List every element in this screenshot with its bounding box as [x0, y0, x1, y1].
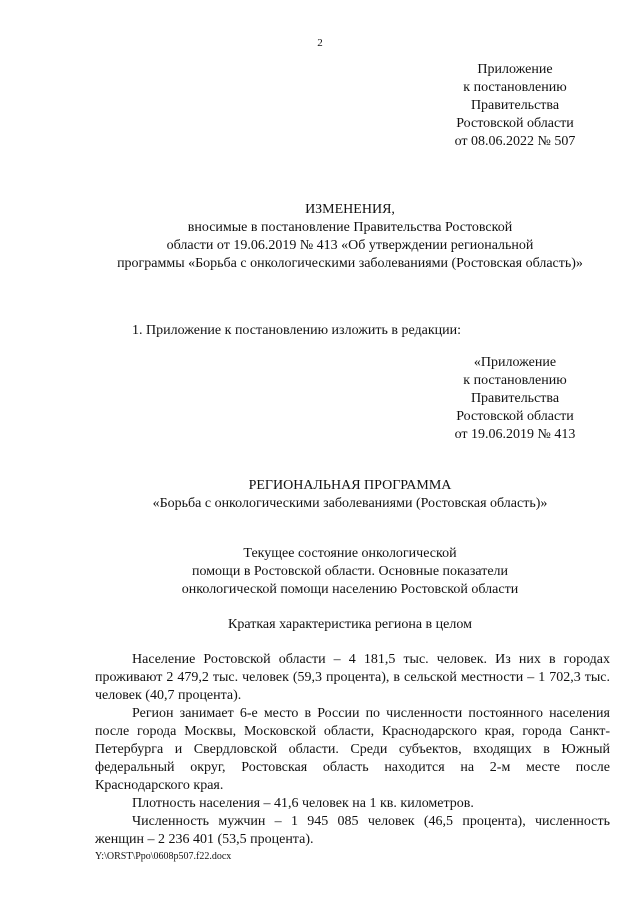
program-subtitle: «Борьба с онкологическими заболеваниями (Ростовская область)» [152, 496, 548, 511]
subsection-title: Краткая характеристика региона в целом [228, 617, 472, 632]
program-title: РЕГИОНАЛЬНАЯ ПРОГРАММА [248, 478, 452, 493]
section-heading [60, 545, 640, 599]
program-heading [60, 477, 640, 513]
appendix-line: от 19.06.2019 № 413 [454, 427, 576, 442]
changes-line: области от 19.06.2019 № 413 «Об утверждении региональной [166, 238, 534, 253]
appendix-line: Правительства [470, 391, 560, 406]
section-line: помощи в Ростовской области. Основные показатели [191, 564, 509, 579]
section-line: онкологической помощи населению Ростовской области [181, 582, 519, 597]
appendix-line: Ростовской области [456, 409, 574, 424]
changes-title: ИЗМЕНЕНИЯ, [305, 202, 395, 217]
changes-line: программы «Борьба с онкологическими заболеваниями (Ростовская область)» [117, 256, 583, 271]
appendix-second [430, 354, 600, 444]
appendix-line: к постановлению [463, 80, 567, 95]
page-number: 2 [317, 37, 323, 49]
item-1: 1. Приложение к постановлению изложить в редакции: [132, 323, 462, 338]
paragraph-population: Население Ростовской области – 4 181,5 тыс. человек. Из них в городах проживают 2 479,2 тыс. человек (59,3 процента), в сельской местности – 1 702,3 тыс. человек (40,7 процента). [95, 652, 610, 703]
changes-heading [60, 201, 640, 273]
appendix-line: Правительства [470, 98, 560, 113]
changes-line: вносимые в постановление Правительства Ростовской [187, 220, 513, 235]
appendix-line: к постановлению [463, 373, 567, 388]
appendix-header [430, 61, 600, 151]
paragraph-density: Плотность населения – 41,6 человек на 1 кв. километров. [132, 796, 474, 811]
appendix-line: от 08.06.2022 № 507 [454, 134, 576, 149]
appendix-line: Приложение [477, 62, 553, 77]
subsection-heading [60, 616, 640, 634]
paragraph-rank: Регион занимает 6-е место в России по численности постоянного населения после города Москвы, Московской области, Краснодарского края, города Санкт-Петербурга и Свердловской области. Среди субъектов, входящих в Южный федеральный округ, Ростовская область находится на 2-м месте после Краснодарского края. [95, 706, 610, 793]
file-path-footer: Y:\ORST\Ppo\0608p507.f22.docx [95, 851, 232, 862]
section-line: Текущее состояние онкологической [243, 546, 457, 561]
appendix-line: «Приложение [473, 355, 557, 370]
paragraph-gender: Численность мужчин – 1 945 085 человек (46,5 процента), численность женщин – 2 236 401 (53,5 процента). [95, 814, 610, 847]
appendix-line: Ростовской области [456, 116, 574, 131]
